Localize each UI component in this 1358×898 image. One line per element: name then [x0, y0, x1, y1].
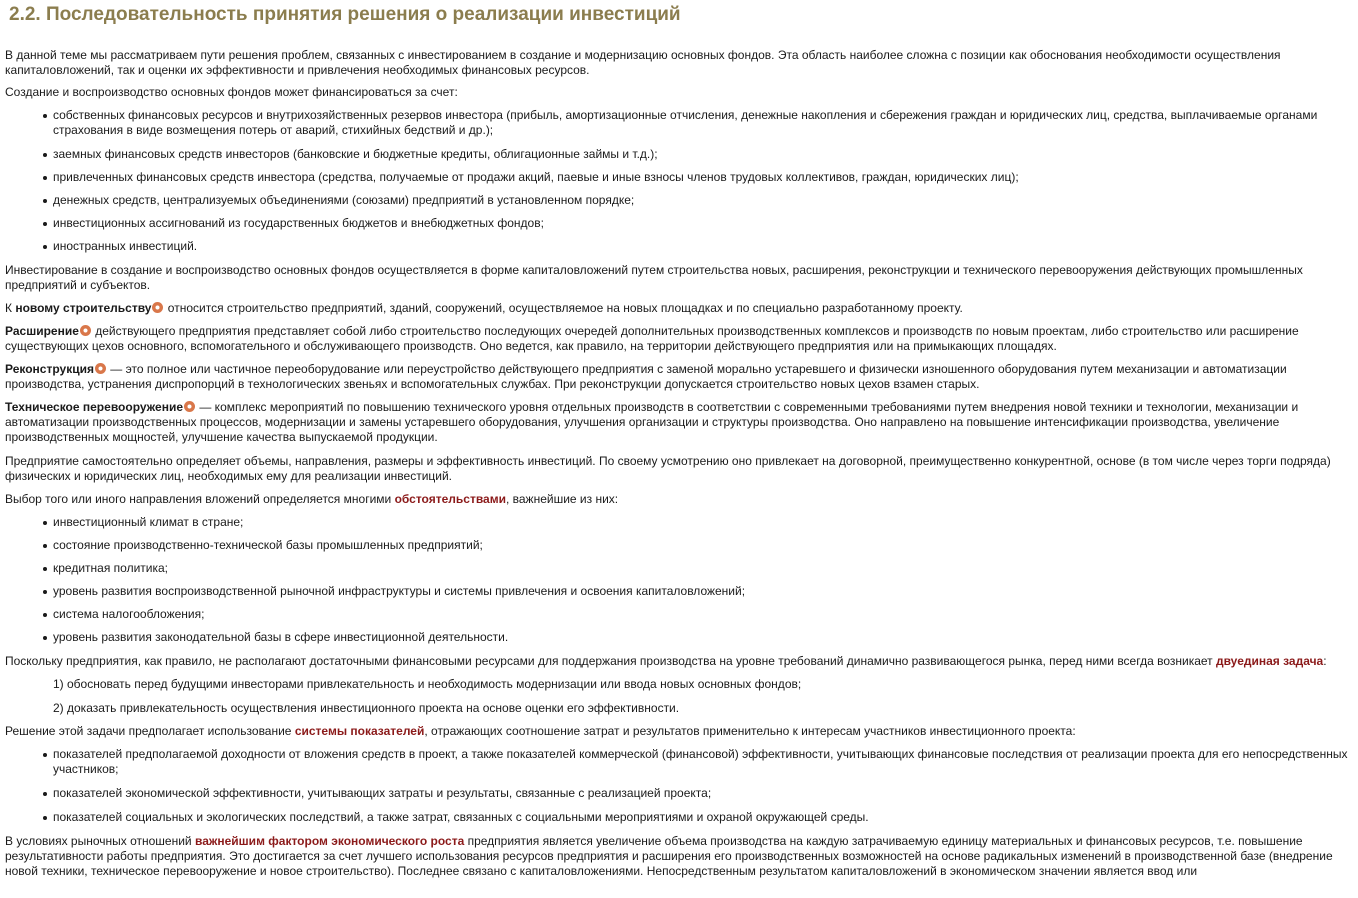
glossary-icon[interactable]	[80, 325, 91, 336]
solution-prefix: Решение этой задачи предполагает использование	[5, 724, 295, 738]
page-title: 2.2. Последовательность принятия решения о реализации инвестиций	[9, 4, 681, 25]
indicators-list	[5, 747, 1348, 825]
solution-paragraph	[5, 724, 1348, 739]
sources-list	[5, 108, 1348, 254]
intro-paragraph: В данной теме мы рассматриваем пути решения проблем, связанных с инвестированием в создание и модернизацию основных фондов. Эта область наиболее сложна с позиции как обоснования необходимости осуществления капиталовложений, так и оценки их эффективности и привлечения необходимых финансовых ресурсов.	[5, 48, 1281, 77]
glossary-icon[interactable]	[152, 302, 163, 313]
task-prefix: Поскольку предприятия, как правило, не располагают достаточными финансовыми ресурсами для поддержания производства на уровне требований динамично развивающегося рынка, перед ними всегда возникает	[5, 654, 1216, 668]
expansion-paragraph	[5, 324, 1348, 354]
glossary-icon[interactable]	[95, 363, 106, 374]
list-item: собственных финансовых ресурсов и внутрихозяйственных резервов инвестора (прибыль, амортизационные отчисления, денежные накопления и сбережения граждан и юридических лиц, средства, выплачиваемые органами страхования в виде возмещения потерь от аварий, стихийных бедствий и др.);	[5, 108, 1348, 138]
reconstruction-text: — это полное или частичное переоборудование или переустройство действующего предприятия с заменой морально устаревшего и физически изношенного оборудования путем механизации и автоматизации производства, устранения диспропорций в технологических звеньях и вспомогательных службах. При реконструкции допускается строительство новых цехов взамен старых.	[5, 362, 1287, 391]
expansion-text: действующего предприятия представляет собой либо строительство последующих очередей дополнительных производственных комплексов и производств по новым проектам, либо строительство или расширение существующих цехов основного, вспомогательного и обслуживающего производств. Оно ведется, как правило, на территории действующего предприятия или на примыкающих площадях.	[5, 324, 1299, 353]
choice-link[interactable]: обстоятельствами	[394, 492, 506, 506]
list-item: система налогообложения;	[5, 607, 1348, 622]
solution-suffix: , отражающих соотношение затрат и результатов применительно к интересам участников инвестиционного проекта:	[424, 724, 1076, 738]
growth-paragraph	[5, 834, 1348, 879]
growth-prefix: В условиях рыночных отношений	[5, 834, 195, 848]
new-construction-paragraph	[5, 301, 1348, 316]
choice-suffix: , важнейшие из них:	[505, 492, 619, 506]
task-suffix: :	[1323, 654, 1327, 668]
factors-list	[5, 515, 1348, 645]
retooling-text: — комплекс мероприятий по повышению технического уровня отдельных производств в соответствии с современными требованиями путем внедрения новой техники и технологии, механизации и автоматизации производственных процессов, модернизации и замены устаревшего оборудования, улучшения организации и структуры производства. Оно направлено на повышение интенсификации производства, увеличение производственных мощностей, улучшение качества выпускаемой продукции.	[5, 400, 1299, 444]
list-item: кредитная политика;	[5, 561, 1348, 576]
list-item: заемных финансовых средств инвесторов (банковские и бюджетные кредиты, облигационные займы и т.д.);	[5, 147, 1348, 162]
list-item: инвестиционных ассигнований из государственных бюджетов и внебюджетных фондов;	[5, 216, 1348, 231]
list-item: инвестиционный климат в стране;	[5, 515, 1348, 530]
list-item: уровень развития законодательной базы в сфере инвестиционной деятельности.	[5, 630, 1348, 645]
choice-paragraph	[5, 492, 1348, 507]
sources-lead: Создание и воспроизводство основных фондов может финансироваться за счет:	[5, 85, 458, 99]
list-item: уровень развития воспроизводственной рыночной инфраструктуры и системы привлечения и освоения капиталовложений;	[5, 584, 1348, 599]
list-item: привлеченных финансовых средств инвестора (средства, получаемые от продажи акций, паевые и иные взносы членов трудовых коллективов, граждан, юридических лиц);	[5, 170, 1348, 185]
new-construction-prefix: К	[5, 301, 16, 315]
new-construction-text: относится строительство предприятий, зданий, сооружений, осуществляемое на новых площадках и по специально разработанному проекту.	[164, 301, 963, 315]
list-item: показателей экономической эффективности, учитывающих затраты и результаты, связанные с реализацией проекта;	[5, 786, 1348, 801]
list-item: состояние производственно-технической базы промышленных предприятий;	[5, 538, 1348, 553]
growth-link[interactable]: важнейшим фактором экономического роста	[194, 834, 465, 848]
expansion-term: Расширение	[5, 324, 79, 338]
task-item-1: 1) обосновать перед будущими инвесторами привлекательность и необходимость модернизации или ввода новых основных фондов;	[53, 677, 802, 691]
list-item: показателей предполагаемой доходности от вложения средств в проект, а также показателей коммерческой (финансовой) эффективности, учитывающих финансовые последствия от реализации проекта для его непосредственных участников;	[5, 747, 1348, 777]
reconstruction-paragraph	[5, 362, 1348, 392]
task-item-2: 2) доказать привлекательность осуществления инвестиционного проекта на основе оценки его эффективности.	[53, 701, 680, 715]
choice-prefix: Выбор того или иного направления вложений определяется многими	[5, 492, 395, 506]
forms-paragraph: Инвестирование в создание и воспроизводство основных фондов осуществляется в форме капиталовложений путем строительства новых, расширения, реконструкции и технического перевооружения действующих промышленных предприятий и субъектов.	[5, 263, 1303, 292]
new-construction-term: новому строительству	[15, 301, 152, 315]
retooling-paragraph	[5, 400, 1348, 445]
list-item: денежных средств, централизуемых объединениями (союзами) предприятий в установленном порядке;	[5, 193, 1348, 208]
growth-suffix: предприятия является увеличение объема производства на каждую затрачиваемую единицу материальных и финансовых ресурсов, т.е. повышение результативности работы предприятия. Это достигается за счет лучшего использования ресурсов предприятия и расширения его производственных возможностей на основе радикальных изменений в производственной базе (внедрение новой техники, техническое перевооружение и новое строительство). Последнее связано с капиталовложениями. Непосредственным результатом капиталовложений в экономическом значении является ввод или	[5, 834, 1333, 878]
list-item: показателей социальных и экологических последствий, а также затрат, связанных с социальными мероприятиями и охраной окружающей среды.	[5, 810, 1348, 825]
list-item: иностранных инвестиций.	[5, 239, 1348, 254]
self-determination-paragraph: Предприятие самостоятельно определяет объемы, направления, размеры и эффективность инвестиций. По своему усмотрению оно привлекает на договорной, преимущественно конкурентной, основе (в том числе через торги подряда) физических и юридических лиц, необходимых ему для реализации инвестиций.	[5, 454, 1331, 483]
retooling-term: Техническое перевооружение	[5, 400, 184, 414]
glossary-icon[interactable]	[184, 401, 195, 412]
solution-link[interactable]: системы показателей	[294, 724, 425, 738]
task-paragraph	[5, 654, 1348, 669]
task-link[interactable]: двуединая задача	[1215, 654, 1324, 668]
reconstruction-term: Реконструкция	[5, 362, 94, 376]
